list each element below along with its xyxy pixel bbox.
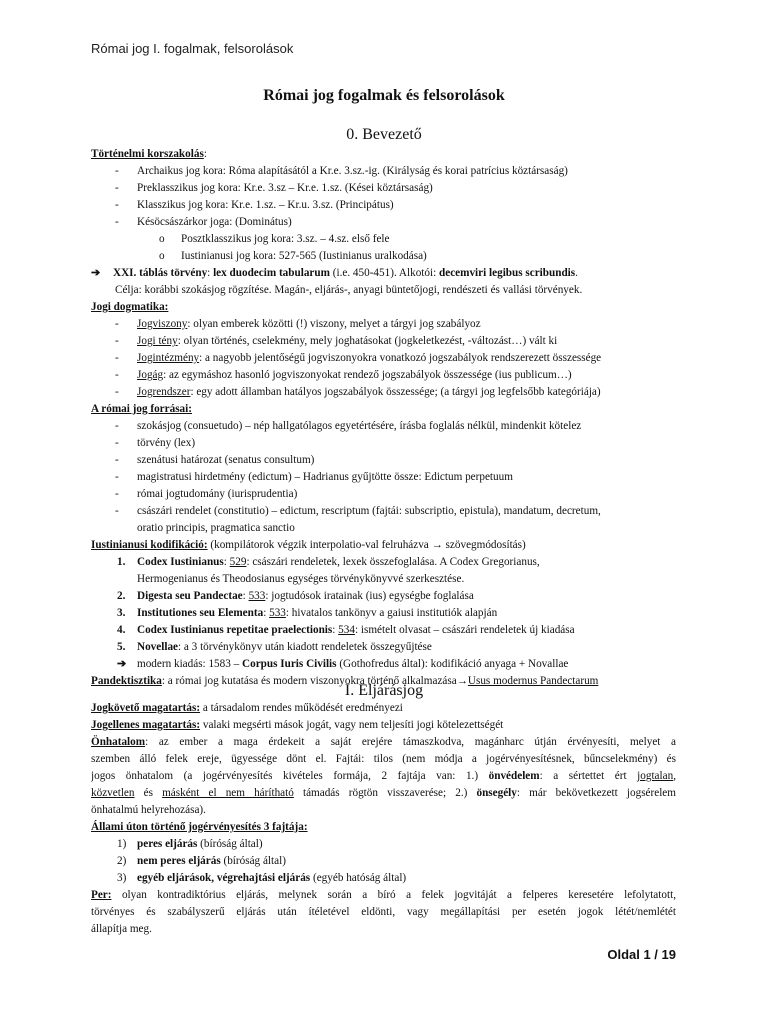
list-item: 2. Digesta seu Pandectae: 533: jogtudósok iratainak (ius) egységbe foglalása (117, 590, 474, 602)
list-item: - Archaikus jog kora: Róma alapításától a Kr.e. 3.sz.-ig. (Királyság és korai patrícius köztársaság) (115, 165, 568, 177)
list-item: - törvény (lex) (115, 437, 196, 449)
list-item: - Preklasszikus jog kora: Kr.e. 3.sz – Kr.e. 1.sz. (Kései köztársaság) (115, 182, 433, 194)
self-help-line-4: közvetlen és másként el nem hárítható támadás rögtön visszaverése; 2.) önsegély: már bekövetkezett jogsérelem (91, 787, 676, 799)
list-item: 3. Institutiones seu Elementa: 533: hivatalos tankönyv a gaiusi institutiók alapján (117, 607, 498, 619)
list-item: - Késöcsászárkor joga: (Dominátus) (115, 216, 292, 228)
arrow-right-icon: ➔ (117, 658, 127, 670)
sources-heading: A római jog forrásai: (91, 403, 192, 415)
list-item: - szenátusi határozat (senatus consultum) (115, 454, 315, 466)
lawsuit-line-3: állapítja meg. (91, 923, 152, 935)
self-help-line-2: szemben álló felek ereje, ügyessége dönt el. Fajtái: tilos (nem módja a jogérvényesítésnek, bűncselekmény) és (91, 753, 676, 765)
codification-line: Iustinianusi kodifikáció: (kompilátorok végzik interpolatio-val felruházva → szövegmódosítás) (91, 539, 526, 551)
twelve-tables-purpose: Célja: korábbi szokásjog rögzítése. Magán-, eljárás-, anyagi büntetőjogi, rendészeti és vallási törvények. (115, 284, 583, 296)
unlawful-conduct-line: Jogellenes magatartás: valaki megsérti mások jogát, vagy nem teljesíti jogi kötelezettségét (91, 719, 504, 731)
running-header: Római jog I. fogalmak, felsorolások (91, 41, 294, 56)
pandectistics-line: Pandektisztika: a római jog kutatása és modern viszonyokra történő alkalmazása→Usus modernus Pandectarum (91, 675, 599, 687)
list-item: 1) peres eljárás (bíróság által) (117, 838, 263, 850)
self-help-line-1: Önhatalom: az ember a maga érdekeit a saját erejére támaszkodva, magánharc útján érvényesíti, melyet a (91, 736, 676, 748)
lawsuit-line-1: Per: olyan kontradiktórius eljárás, melynek során a bíró a felek jogvitáját a felperes keresetére lefolytatott, (91, 889, 676, 901)
list-item-continuation: oratio principis, pragmatica sanctio (137, 522, 295, 534)
self-help-line-5: önhatalmú helyrehozása). (91, 804, 206, 816)
intro-content (91, 146, 676, 690)
list-item: 3) egyéb eljárások, végrehajtási eljárás (egyéb hatóság által) (117, 872, 407, 884)
state-enforcement-heading: Állami úton történő jogérvényesítés 3 fajtája: (91, 821, 308, 833)
list-item-continuation: Hermogenianus és Theodosianus egységes törvénykönyvvé szerkesztése. (137, 573, 465, 585)
page-number: Oldal 1 / 19 (607, 947, 676, 962)
list-item: - császári rendelet (constitutio) – edictum, rescriptum (fajtái: subscriptio, epistula), mandatum, decretum, (115, 505, 601, 517)
modern-edition-line: ➔ modern kiadás: 1583 – Corpus Iuris Civilis (Gothofredus által): kodifikáció anyaga + Novallae (91, 656, 676, 673)
list-item: 2) nem peres eljárás (bíróság által) (117, 855, 286, 867)
section-heading-intro: 0. Bevezető (346, 126, 422, 143)
list-item: - szokásjog (consuetudo) – nép hallgatólagos egyetértésére, írásba foglalás nélkül, mindenkit kötelez (115, 420, 582, 432)
sub-list-item: o Iustinianusi jog kora: 527-565 (Iustinianus uralkodása) (159, 250, 427, 262)
periodization-heading: Történelmi korszakolás: (91, 148, 207, 160)
list-item: 1. Codex Iustinianus: 529: császári rendeletek, lexek összefoglalása. A Codex Gregorianus, (117, 556, 540, 568)
list-item: - Jogi tény: olyan történés, cselekmény, mely joghatásokat (jogkeletkezést, -változást…) vált ki (115, 335, 558, 347)
list-item: - Jogrendszer: egy adott államban hatályos jogszabályok összessége; (a tárgyi jog legfelsőbb kategóriája) (115, 386, 601, 398)
list-item: - Jogág: az egymáshoz hasonló jogviszonyokat rendező jogszabályok összessége (ius publicum…) (115, 369, 572, 381)
list-item: - Jogviszony: olyan emberek közötti (!) viszony, melyet a tárgyi jog szabályoz (115, 318, 481, 330)
list-item: 5. Novellae: a 3 törvénykönyv után kiadott rendeletek összegyűjtése (117, 641, 432, 653)
list-item: - római jogtudomány (iurisprudentia) (115, 488, 298, 500)
dogmatics-heading: Jogi dogmatika: (91, 301, 169, 313)
self-help-line-3: jogos önhatalom (a jogérvényesítés kivételes formája, 2 fajtája van: 1.) önvédelem: a sértettet ért jogtalan, (91, 770, 676, 782)
list-item: - Klasszikus jog kora: Kr.e. 1.sz. – Kr.u. 3.sz. (Principátus) (115, 199, 394, 211)
twelve-tables-line: ➔ XXI. táblás törvény: lex duodecim tabularum (i.e. 450-451). Alkotói: decemviri legibus scribundis. (91, 265, 676, 282)
section-heading-procedure: I. Eljárásjog (344, 682, 424, 699)
document-title: Római jog fogalmak és felsorolások (263, 87, 505, 104)
procedure-content (91, 700, 676, 938)
list-item: - magistratusi hirdetmény (edictum) – Hadrianus gyűjtötte össze: Edictum perpetuum (115, 471, 513, 483)
arrow-right-icon: ➔ (91, 267, 101, 279)
lawsuit-line-2: törvényes és szabályszerű eljárás után ítéletével eldönti, vagy megállapítási per esetén jogok létét/nemlétét (91, 906, 676, 918)
sub-list-item: o Posztklasszikus jog kora: 3.sz. – 4.sz. első fele (159, 233, 390, 245)
lawful-conduct-line: Jogkövető magatartás: a társadalom rendes működését eredményezi (91, 702, 403, 714)
list-item: - Jogintézmény: a nagyobb jelentőségű jogviszonyokra vonatkozó jogszabályok rendszerezett összessége (115, 352, 602, 364)
list-item: 4. Codex Iustinianus repetitae praelectionis: 534: ismételt olvasat – császári rendeletek új kiadása (117, 624, 575, 636)
